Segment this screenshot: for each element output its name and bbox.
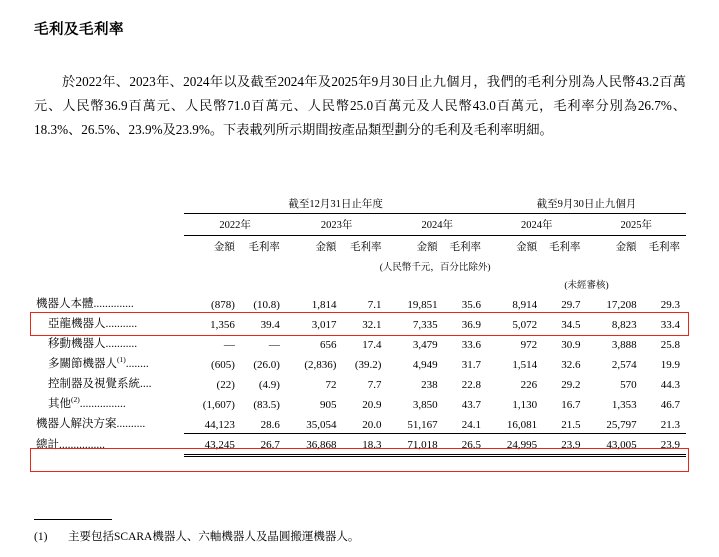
- cell-value: 19.9: [660, 359, 680, 371]
- footnote-number: (1): [34, 531, 48, 543]
- table-head: [34, 196, 686, 293]
- cell-value: 1,814: [311, 299, 337, 311]
- col-header-amount-2025-interim: 金額: [615, 242, 637, 253]
- total-value: 26.7: [240, 433, 286, 455]
- cell-value: 3,017: [311, 319, 337, 331]
- cell-value: (4.9): [258, 379, 280, 391]
- cell-value: 570: [620, 379, 637, 391]
- row-label: 亞龍機器人: [48, 318, 106, 330]
- cell-value: —: [223, 339, 235, 351]
- cell-value: 34.5: [561, 319, 581, 331]
- spacer-cell: [286, 276, 342, 293]
- row-label: 其他: [48, 398, 71, 410]
- col-header-amount-2022: 金額: [213, 242, 235, 253]
- spacer-cell: [34, 276, 184, 293]
- cell-value: 20.0: [341, 413, 387, 433]
- spacer-cell: [34, 236, 184, 258]
- row-label: 控制器及視覺系統: [48, 378, 140, 390]
- col-header-margin-2023: 毛利率: [349, 242, 382, 253]
- cell-value: 7,335: [412, 319, 438, 331]
- table-row: [34, 413, 686, 433]
- unit-note: (人民幣千元，百分比除外): [379, 263, 491, 273]
- row-label-cell: [34, 333, 184, 353]
- cell-value: 44,123: [184, 413, 240, 433]
- financial-table-wrapper: [34, 196, 686, 457]
- cell-value: —: [268, 339, 280, 351]
- table-row: [34, 313, 686, 333]
- cell-value: 7.7: [367, 379, 382, 391]
- leader-dots: ..........: [116, 418, 146, 430]
- cell-value: 17,208: [606, 299, 637, 311]
- cell-value: 20.9: [362, 399, 382, 411]
- group-header-interim: 截至9月30日止九個月: [487, 196, 686, 214]
- cell-value: 31.7: [461, 359, 481, 371]
- total-value: 43,245: [184, 433, 240, 455]
- cell-value: 656: [319, 339, 337, 351]
- cell-value: 3,850: [412, 399, 438, 411]
- cell-value: 226: [520, 379, 538, 391]
- row-label-cell: [34, 313, 184, 333]
- cell-value: 5,072: [512, 319, 538, 331]
- leader-dots: ...........: [105, 338, 138, 350]
- row-label: 多關節機器人: [48, 358, 117, 370]
- cell-value: 35.6: [461, 299, 481, 311]
- cell-value: 44.3: [660, 379, 680, 391]
- leader-dots: ...........: [105, 318, 138, 330]
- total-label-cell: [34, 433, 184, 455]
- col-header-amount-2024-interim: 金額: [516, 242, 538, 253]
- leader-dots: ........: [125, 358, 149, 370]
- cell-value: 17.4: [362, 339, 382, 351]
- col-header-margin-2024-interim: 毛利率: [548, 242, 581, 253]
- cell-value: 29.3: [660, 299, 680, 311]
- cell-value: 1,356: [210, 319, 235, 331]
- cell-value: 32.1: [362, 319, 382, 331]
- cell-value: 29.7: [561, 299, 581, 311]
- col-header-margin-2022: 毛利率: [248, 242, 280, 253]
- total-value: 18.3: [341, 433, 387, 455]
- cell-value: 46.7: [660, 399, 680, 411]
- leader-dots: ..............: [93, 298, 134, 310]
- cell-value: (1,607): [202, 399, 235, 411]
- table-body: [34, 293, 686, 455]
- year-header-2022: 2022年: [184, 214, 286, 236]
- leader-dots: ....: [140, 378, 152, 390]
- spacer-cell: [387, 276, 442, 293]
- row-label-cell: [34, 353, 184, 373]
- row-label: 機器人解決方案: [36, 418, 117, 430]
- total-label: 總計: [36, 439, 59, 451]
- footnote-divider: [34, 519, 112, 520]
- cell-value: 19,851: [407, 299, 438, 311]
- table-row: [34, 353, 686, 373]
- row-label-cell: [34, 373, 184, 393]
- cell-value: 35,054: [286, 413, 342, 433]
- cell-value: 8,823: [611, 319, 637, 331]
- year-header-2025-interim: 2025年: [586, 214, 686, 236]
- cell-value: 1,130: [512, 399, 538, 411]
- cell-value: 25,797: [586, 413, 641, 433]
- unaudited-note-row: [34, 276, 686, 293]
- column-header-row: [34, 236, 686, 258]
- cell-value: 39.4: [260, 319, 280, 331]
- cell-value: 30.9: [561, 339, 581, 351]
- unaudited-note: (未經審核): [564, 281, 609, 291]
- row-label: 移動機器人: [48, 338, 106, 350]
- cell-value: 28.6: [240, 413, 286, 433]
- cell-value: (39.2): [354, 359, 382, 371]
- cell-value: 32.6: [561, 359, 581, 371]
- section-title: 毛利及毛利率: [34, 22, 124, 38]
- cell-value: 72: [325, 379, 337, 391]
- unit-note-row: [34, 257, 686, 276]
- group-header-annual: 截至12月31日止年度: [184, 196, 487, 214]
- table-row: [34, 393, 686, 413]
- table-row: [34, 333, 686, 353]
- year-header-2024-interim: 2024年: [487, 214, 586, 236]
- cell-value: (605): [211, 359, 235, 371]
- table-total-row: [34, 433, 686, 455]
- cell-value: 3,888: [611, 339, 637, 351]
- col-header-margin-2025-interim: 毛利率: [648, 242, 680, 253]
- cell-value: 238: [421, 379, 438, 391]
- cell-value: 21.5: [542, 413, 586, 433]
- leader-dots: ................: [79, 398, 126, 410]
- total-value: 36,868: [286, 433, 342, 455]
- row-label-cell: [34, 293, 184, 313]
- cell-value: 7.1: [367, 299, 382, 311]
- cell-value: 3,479: [412, 339, 438, 351]
- cell-value: (83.5): [253, 399, 280, 411]
- total-value: 71,018: [387, 433, 442, 455]
- leader-dots: ................: [59, 439, 105, 451]
- footnote-marker: (2): [71, 395, 80, 405]
- table-row: [34, 373, 686, 393]
- cell-value: 21.3: [642, 413, 686, 433]
- cell-value: 972: [520, 339, 538, 351]
- spacer-cell: [443, 276, 487, 293]
- footnote: [34, 528, 686, 544]
- spacer-cell: [34, 214, 184, 236]
- cell-value: 33.4: [660, 319, 680, 331]
- spacer-cell: [240, 276, 286, 293]
- cell-value: 8,914: [512, 299, 538, 311]
- gross-profit-table: [34, 196, 686, 457]
- cell-value: (10.8): [253, 299, 280, 311]
- total-value: 26.5: [443, 433, 487, 455]
- year-header-2023: 2023年: [286, 214, 388, 236]
- total-value: 43,005: [586, 433, 641, 455]
- cell-value: (878): [211, 299, 235, 311]
- cell-value: 51,167: [387, 413, 442, 433]
- cell-value: 16,081: [487, 413, 542, 433]
- spacer-cell: [341, 276, 387, 293]
- cell-value: 4,949: [412, 359, 438, 371]
- cell-value: (22): [216, 379, 235, 391]
- year-header-2024: 2024年: [387, 214, 486, 236]
- year-header-row: [34, 214, 686, 236]
- col-header-margin-2024: 毛利率: [449, 242, 481, 253]
- row-label: 機器人本體: [36, 298, 94, 310]
- cell-value: 33.6: [461, 339, 481, 351]
- total-value: 23.9: [542, 433, 586, 455]
- table-row: [34, 293, 686, 313]
- cell-value: 29.2: [561, 379, 581, 391]
- cell-value: 2,574: [611, 359, 637, 371]
- cell-value: 1,353: [611, 399, 637, 411]
- spacer-cell: [34, 196, 184, 214]
- total-value: 24,995: [487, 433, 542, 455]
- body-paragraph: 於2022年、2023年、2024年以及截至2024年及2025年9月30日止九個月，我們的毛利分別為人民幣43.2百萬元、人民幣36.9百萬元、人民幣71.0百萬元、人民幣25.0百萬元及人民幣43.0百萬元，毛利率分別為26.7%、18.3%、26.5%、23.9%及23.9%。下表載列所示期間按產品類型劃分的毛利及毛利率明細。: [34, 74, 686, 137]
- footnote-text: 主要包括SCARA機器人、六軸機器人及晶圓搬運機器人。: [68, 531, 360, 543]
- cell-value: 905: [319, 399, 337, 411]
- cell-value: 24.1: [443, 413, 487, 433]
- footnote-marker: (1): [117, 355, 126, 365]
- spacer-cell: [184, 276, 240, 293]
- cell-value: 1,514: [512, 359, 538, 371]
- row-label-cell: [34, 393, 184, 413]
- cell-value: 43.7: [461, 399, 481, 411]
- cell-value: 36.9: [461, 319, 481, 331]
- group-header-row: [34, 196, 686, 214]
- row-label-cell: [34, 413, 184, 433]
- cell-value: 16.7: [561, 399, 581, 411]
- cell-value: 22.8: [461, 379, 481, 391]
- cell-value: (2,836): [304, 359, 337, 371]
- spacer-cell: [34, 257, 184, 276]
- col-header-amount-2023: 金額: [315, 242, 337, 253]
- col-header-amount-2024: 金額: [416, 242, 438, 253]
- cell-value: 25.8: [660, 339, 680, 351]
- total-value: 23.9: [642, 433, 686, 455]
- cell-value: (26.0): [253, 359, 280, 371]
